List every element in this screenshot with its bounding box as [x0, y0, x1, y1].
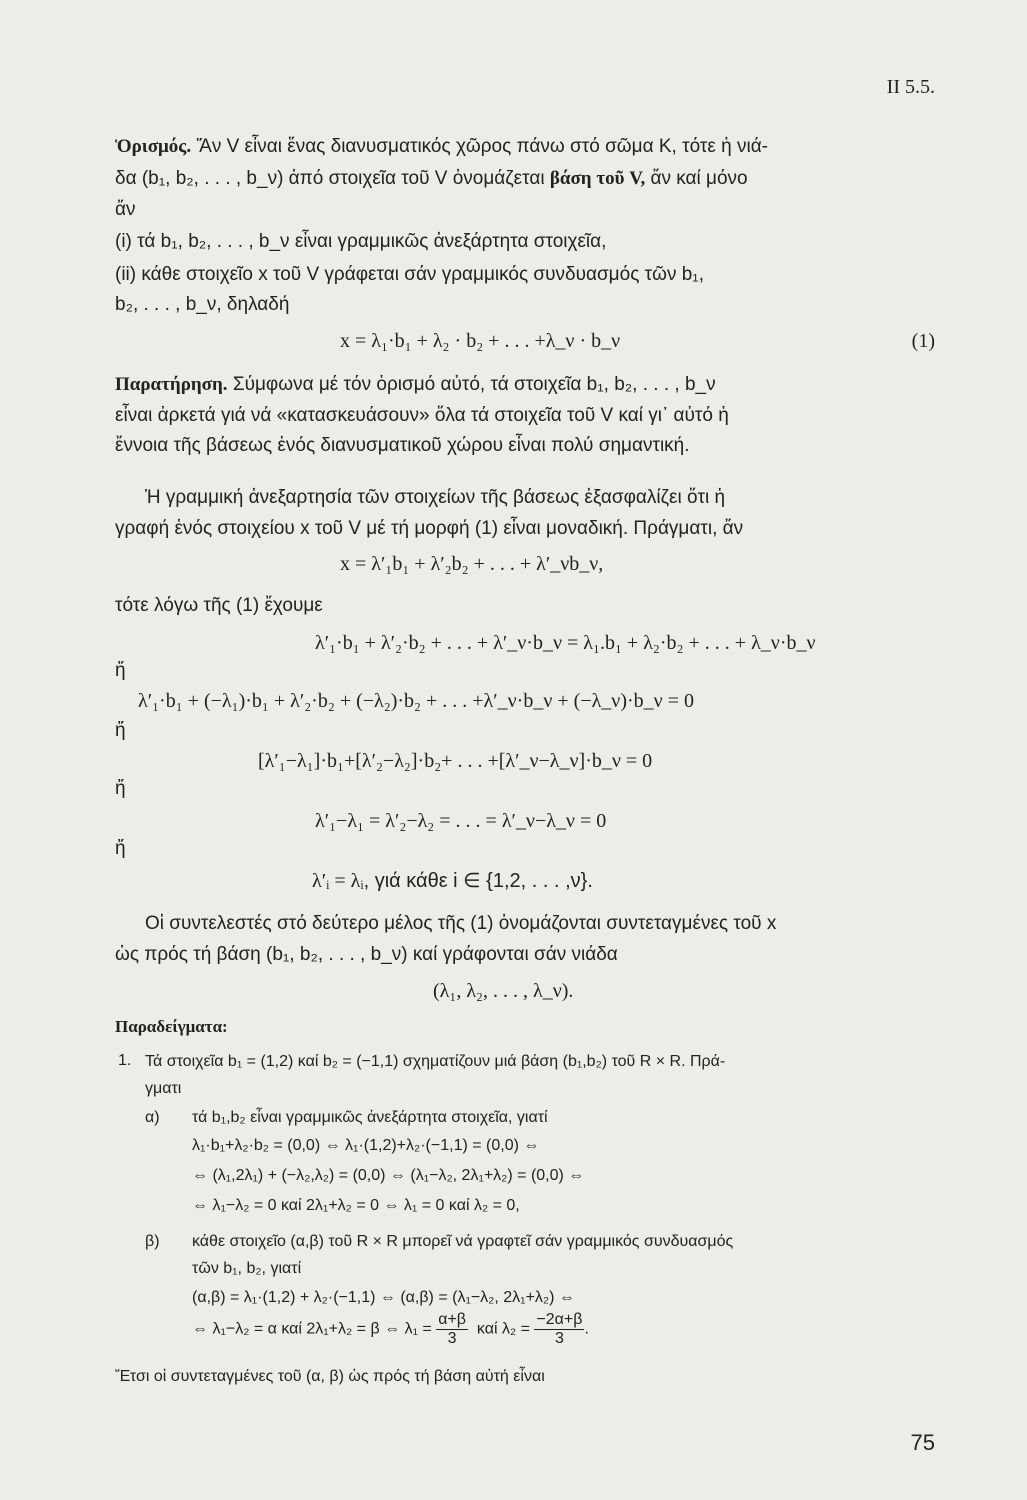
definition-intro-2c: ἄν καί μόνο	[645, 168, 748, 189]
remark-line-2: εἶναι ἀρκετά γιά νά «κατασκευάσουν» ὅλα τά στοιχεῖα τοῦ V καί γι᾽ αὐτό ἡ	[115, 405, 729, 426]
or-text-4: ἤ	[115, 838, 126, 859]
coords-line-2: ὡς πρός τή βάση (b₁, b₂, . . . , b_ν) καί γράφονται σάν νιάδα	[115, 944, 618, 965]
definition-paragraph	[115, 132, 937, 162]
part-b-line-4	[192, 1311, 589, 1348]
fraction-lambda1-denominator: 3	[447, 1330, 457, 1347]
page-number: 75	[910, 1430, 935, 1455]
equation-f-left: λ′ᵢ = λᵢ	[312, 870, 364, 892]
equation-f	[312, 868, 593, 893]
equation-b: λ′₁·b₁ + λ′₂·b₂ + . . . + λ′_ν·b_ν = λ₁.b₁ + λ₂·b₂ + . . . + λ_ν·b_ν	[315, 632, 816, 654]
fraction-lambda1	[436, 1311, 468, 1348]
condition-i: (i) τά b₁, b₂, . . . , b_ν εἶναι γραμμικῶς ἀνεξάρτητα στοιχεῖα,	[115, 231, 607, 252]
definition-label: Ὁρισμός.	[115, 136, 192, 157]
equation-f-right: , γιά κάθε i ∈ {1,2, . . . ,ν}.	[363, 870, 593, 892]
final-line: Ἔτσι οἱ συντεταγμένες τοῦ (α, β) ὡς πρός τή βάση αὐτή εἶναι	[115, 1368, 545, 1385]
part-a-line-4: ⇔ λ₁−λ₂ = 0 καί 2λ₁+λ₂ = 0 ⇔ λ₁ = 0 καί λ₂ = 0,	[192, 1197, 520, 1214]
fraction-lambda1-numerator: α+β	[438, 1311, 466, 1328]
part-b-line-4-mid: καί λ₂ =	[476, 1320, 530, 1338]
uniqueness-line-1: Ἡ γραμμική ἀνεξαρτησία τῶν στοιχείων τῆς βάσεως ἐξασφαλίζει ὅτι ἡ	[145, 487, 726, 508]
part-b-line-4-end: .	[584, 1320, 589, 1338]
or-text-2: ἤ	[115, 720, 126, 741]
part-b-label: β)	[145, 1233, 160, 1250]
equation-c: λ′₁·b₁ + (−λ₁)·b₁ + λ′₂·b₂ + (−λ₂)·b₂ + . . . +λ′_ν·b_ν + (−λ_ν)·b_ν = 0	[138, 690, 694, 712]
then-text: τότε λόγω τῆς (1) ἔχουμε	[115, 595, 323, 616]
part-a-line-3: ⇔ (λ₁,2λ₁) + (−λ₂,λ₂) = (0,0) ⇔ (λ₁−λ₂, 2λ₁+λ₂) = (0,0) ⇔	[192, 1167, 585, 1184]
example-1-line-1: Τά στοιχεῖα b₁ = (1,2) καί b₂ = (−1,1) σχηματίζουν μιά βάση (b₁,b₂) τοῦ R × R. Πρά-	[145, 1053, 726, 1070]
fraction-lambda2-denominator: 3	[554, 1330, 564, 1347]
condition-ii-line-2: b₂, . . . , b_ν, δηλαδή	[115, 294, 290, 315]
section-header: II 5.5.	[886, 76, 935, 98]
part-a-label: α)	[145, 1109, 160, 1126]
equation-e: λ′₁−λ₁ = λ′₂−λ₂ = . . . = λ′_ν−λ_ν = 0	[315, 810, 607, 832]
definition-intro-2a: δα (b₁, b₂, . . . , b_ν) ἀπό στοιχεῖα τοῦ V ὀνομάζεται	[115, 168, 550, 189]
equation-1: x = λ₁·b₁ + λ₂ · b₂ + . . . +λ_ν · b_ν	[340, 330, 621, 352]
equation-d: [λ′₁−λ₁]·b₁+[λ′₂−λ₂]·b₂+ . . . +[λ′_ν−λ_ν]·b_ν = 0	[258, 750, 653, 772]
part-a-line-2: λ₁·b₁+λ₂·b₂ = (0,0) ⇔ λ₁·(1,2)+λ₂·(−1,1) = (0,0) ⇔	[192, 1137, 540, 1154]
definition-line-2	[115, 164, 937, 194]
coords-tuple: (λ₁, λ₂, . . . , λ_ν).	[433, 980, 574, 1002]
coords-line-1: Οἱ συντελεστές στό δεύτερο μέλος τῆς (1) ὀνομάζονται συντεταγμένες τοῦ x	[145, 913, 777, 934]
condition-ii-line-1: (ii) κάθε στοιχεῖο x τοῦ V γράφεται σάν γραμμικός συνδυασμός τῶν b₁,	[115, 264, 704, 285]
fraction-lambda2-numerator: −2α+β	[536, 1311, 583, 1328]
or-text-3: ἤ	[115, 778, 126, 799]
definition-intro-1: Ἄν V εἶναι ἕνας διανυσματικός χῶρος πάνω στό σῶμα K, τότε ἡ νιά-	[196, 136, 769, 157]
part-a-line-1: τά b₁,b₂ εἶναι γραμμικῶς ἀνεξάρτητα στοιχεῖα, γιατί	[192, 1109, 548, 1126]
part-b-line-3: (α,β) = λ₁·(1,2) + λ₂·(−1,1) ⇔ (α,β) = (λ₁−λ₂, 2λ₁+λ₂) ⇔	[192, 1289, 575, 1306]
definition-line-3: ἄν	[115, 199, 136, 220]
example-1-line-2: γματι	[145, 1080, 182, 1097]
basis-term: βάση τοῦ V,	[549, 168, 646, 189]
part-b-line-1: κάθε στοιχεῖο (α,β) τοῦ R × R μπορεῖ νά γραφτεῖ σάν γραμμικός συνδυασμός	[192, 1233, 734, 1250]
remark-label: Παρατήρηση.	[115, 374, 228, 395]
remark-line-3: ἔννοια τῆς βάσεως ἑνός διανυσματικοῦ χώρου εἶναι πολύ σημαντική.	[115, 435, 690, 456]
or-text-1: ἤ	[115, 660, 126, 681]
uniqueness-line-2: γραφή ἑνός στοιχείου x τοῦ V μέ τή μορφή (1) εἶναι μοναδική. Πράγματι, ἄν	[115, 518, 744, 539]
remark-line-1	[115, 370, 937, 400]
fraction-lambda2	[534, 1311, 584, 1348]
remark-text-1: Σύμφωνα μέ τόν ὁρισμό αὐτό, τά στοιχεῖα b₁, b₂, . . . , b_ν	[227, 374, 716, 395]
examples-label: Παραδείγματα:	[115, 1017, 228, 1036]
equation-a: x = λ′₁b₁ + λ′₂b₂ + . . . + λ′_νb_ν,	[340, 553, 604, 575]
example-1-number: 1.	[118, 1052, 132, 1069]
part-b-line-4-pre: ⇔ λ₁−λ₂ = α καί 2λ₁+λ₂ = β ⇔ λ₁ =	[192, 1320, 432, 1338]
equation-1-number: (1)	[911, 330, 935, 352]
part-b-line-2: τῶν b₁, b₂, γιατί	[192, 1260, 302, 1277]
